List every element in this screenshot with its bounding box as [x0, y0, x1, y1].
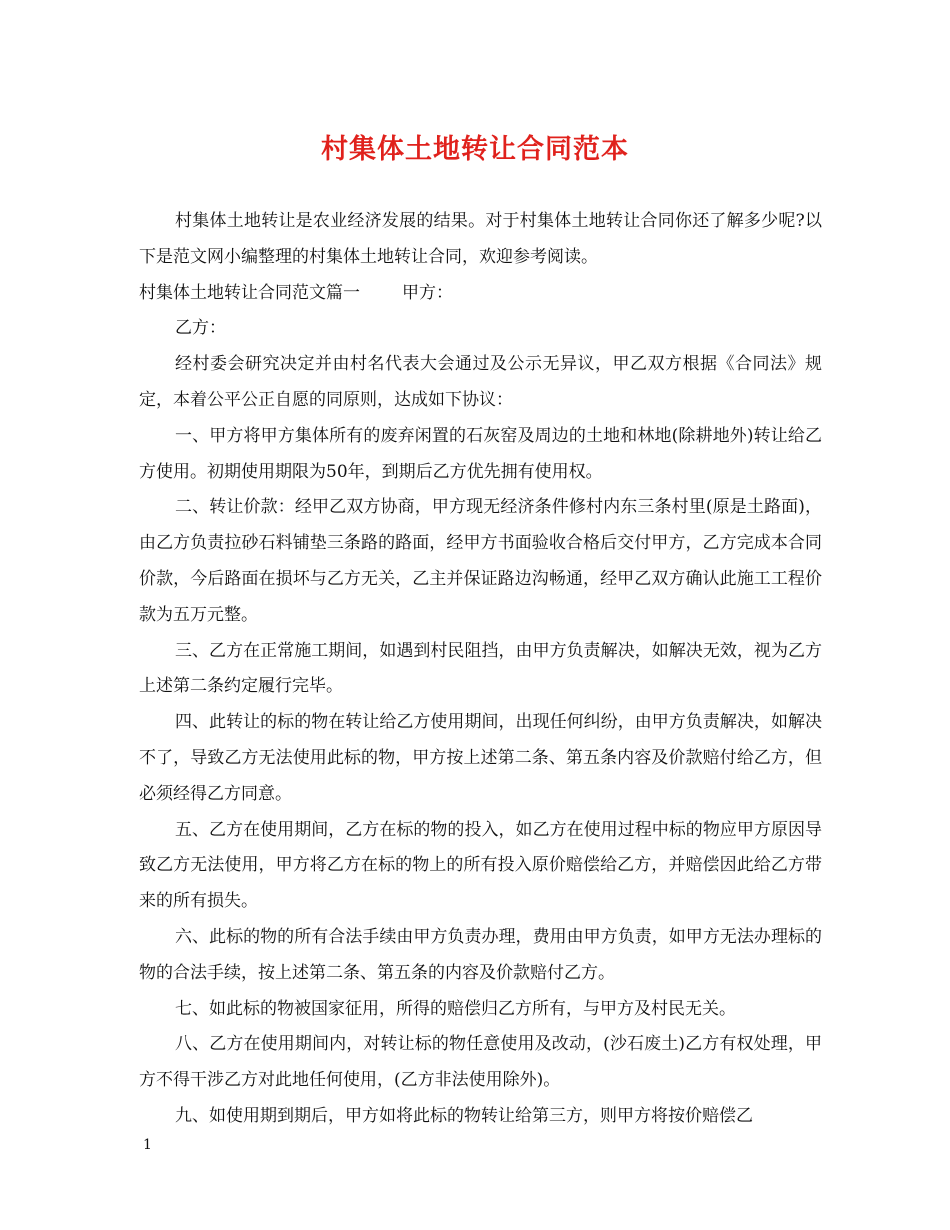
document-title: 村集体土地转让合同范本: [321, 134, 629, 165]
page-number: 1: [143, 1137, 152, 1153]
clause-paragraph: 三、乙方在正常施工期间，如遇到村民阻挡，由甲方负责解决，如解决无效，视为乙方上述第二条约定履行完毕。: [139, 640, 822, 697]
intro-paragraph: 村集体土地转让是农业经济发展的结果。对于村集体土地转让合同你还了解多少呢?以下是范文网小编整理的村集体土地转让合同，欢迎参考阅读。: [139, 211, 822, 267]
clause-paragraph: 一、甲方将甲方集体所有的废弃闲置的石灰窑及周边的土地和林地(除耕地外)转让给乙方使用。初期使用期限为50年，到期后乙方优先拥有使用权。: [139, 425, 822, 482]
clause-paragraph: 四、此转让的标的物在转让给乙方使用期间，出现任何纠纷，由甲方负责解决，如解决不了，导致乙方无法使用此标的物，甲方按上述第二条、第五条内容及价款赔付给乙方，但必须经得乙方同意。: [139, 712, 822, 804]
document-body: [139, 204, 822, 1135]
section-heading-line: [139, 276, 822, 312]
party-a-label: 甲方：: [402, 282, 453, 303]
clause-paragraph: 九、如使用期到期后，甲方如将此标的物转让给第三方，则甲方将按价赔偿乙: [175, 1105, 753, 1126]
clause-paragraph: 二、转让价款：经甲乙双方协商，甲方现无经济条件修村内东三条村里(原是土路面)，由乙方负责拉砂石料铺垫三条路的路面，经甲方书面验收合格后交付甲方，乙方完成本合同价款，今后路面在损坏与乙方无关，乙主并保证路边沟畅通，经甲乙双方确认此施工工程价款为五万元整。: [139, 497, 822, 625]
preamble-paragraph: 经村委会研究决定并由村名代表大会通过及公示无异议，甲乙双方根据《合同法》规定，本着公平公正自愿的同原则，达成如下协议：: [139, 354, 822, 410]
clause-paragraph: 八、乙方在使用期间内，对转让标的物任意使用及改动，(沙石废土)乙方有权处理，甲方不得干涉乙方对此地任何使用，(乙方非法使用除外)。: [139, 1034, 822, 1091]
clause-paragraph: 六、此标的物的所有合法手续由甲方负责办理，费用由甲方负责，如甲方无法办理标的物的合法手续，按上述第二条、第五条的内容及价款赔付乙方。: [139, 926, 822, 983]
party-b-label: 乙方：: [175, 318, 226, 339]
clause-paragraph: 五、乙方在使用期间，乙方在标的物的投入，如乙方在使用过程中标的物应甲方原因导致乙方无法使用，甲方将乙方在标的物上的所有投入原价赔偿给乙方，并赔偿因此给乙方带来的所有损失。: [139, 819, 822, 912]
section-heading: 村集体土地转让合同范文篇一: [139, 282, 360, 303]
clause-paragraph: 七、如此标的物被国家征用，所得的赔偿归乙方所有，与甲方及村民无关。: [175, 998, 736, 1019]
